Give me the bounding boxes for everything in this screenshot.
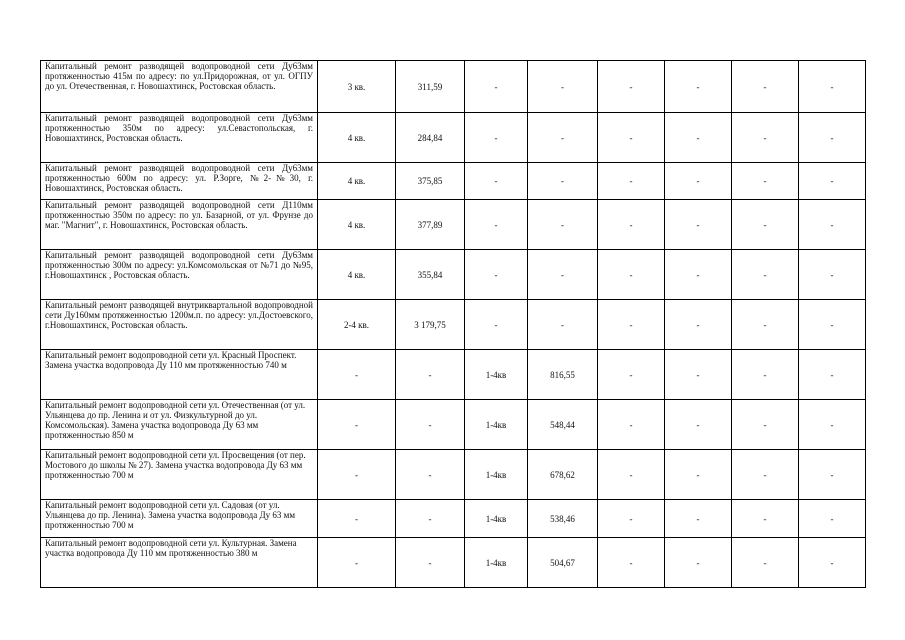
amount-2: 504,67: [528, 538, 598, 588]
amount-2: -: [528, 163, 598, 200]
col-7-value: -: [665, 163, 732, 200]
col-7-value: -: [665, 200, 732, 250]
col-9-value: -: [799, 200, 866, 250]
col-9-value: -: [799, 61, 866, 113]
work-description: Капитальный ремонт разводящей внутриквартальной водопроводной сети Ду160мм протяженностью 1200м.п. по адресу: ул.Достоевского, г.Новошахтинск, Ростовская область.: [41, 300, 318, 350]
col-9-value: -: [799, 500, 866, 538]
table-row: [41, 113, 866, 163]
amount-2: -: [528, 200, 598, 250]
col-9-value: -: [799, 300, 866, 350]
col-6-value: -: [598, 163, 665, 200]
col-8-value: -: [732, 61, 799, 113]
col-8-value: -: [732, 500, 799, 538]
col-7-value: -: [665, 350, 732, 400]
table-row: [41, 61, 866, 113]
work-description: Капитальный ремонт разводящей водопроводной сети Ду63мм протяженностью 415м по адресу: по ул.Придорожная, от ул. ОГПУ до ул. Отечественная, г. Новошахтинск, Ростовская область.: [41, 61, 318, 113]
amount-2: -: [528, 113, 598, 163]
table-row: [41, 250, 866, 300]
col-9-value: -: [799, 400, 866, 450]
period-1: -: [318, 350, 396, 400]
col-9-value: -: [799, 113, 866, 163]
period-2: -: [465, 113, 528, 163]
col-8-value: -: [732, 113, 799, 163]
period-1: 4 кв.: [318, 113, 396, 163]
amount-1: 284,84: [396, 113, 465, 163]
col-6-value: -: [598, 113, 665, 163]
col-8-value: -: [732, 250, 799, 300]
table-row: [41, 450, 866, 500]
period-1: -: [318, 500, 396, 538]
table-row: [41, 350, 866, 400]
amount-1: 377,89: [396, 200, 465, 250]
col-8-value: -: [732, 300, 799, 350]
amount-1: -: [396, 350, 465, 400]
col-6-value: -: [598, 500, 665, 538]
period-1: 3 кв.: [318, 61, 396, 113]
table-row: [41, 300, 866, 350]
col-9-value: -: [799, 350, 866, 400]
work-description: Капитальный ремонт водопроводной сети ул. Красный Проспект. Замена участка водопровода Ду 110 мм протяженностью 740 м: [41, 350, 318, 400]
col-8-value: -: [732, 400, 799, 450]
period-2: -: [465, 61, 528, 113]
amount-1: 311,59: [396, 61, 465, 113]
col-7-value: -: [665, 538, 732, 588]
period-1: -: [318, 538, 396, 588]
period-2: 1-4кв: [465, 450, 528, 500]
col-6-value: -: [598, 200, 665, 250]
amount-1: -: [396, 538, 465, 588]
amount-2: 538,46: [528, 500, 598, 538]
col-7-value: -: [665, 400, 732, 450]
amount-1: -: [396, 450, 465, 500]
period-1: -: [318, 450, 396, 500]
col-6-value: -: [598, 61, 665, 113]
col-8-value: -: [732, 350, 799, 400]
col-6-value: -: [598, 350, 665, 400]
col-6-value: -: [598, 300, 665, 350]
work-description: Капитальный ремонт водопроводной сети ул. Культурная. Замена участка водопровода Ду 110 мм протяженностью 380 м: [41, 538, 318, 588]
table-row: [41, 538, 866, 588]
period-1: 2-4 кв.: [318, 300, 396, 350]
period-1: 4 кв.: [318, 200, 396, 250]
work-description: Капитальный ремонт водопроводной сети ул. Отечественная (от ул. Ульянцева до пр. Ленина и от ул. Физкультурной до ул. Комсомольская). Замена участка водопровода Ду 63 мм протяженностью 850 м: [41, 400, 318, 450]
amount-2: -: [528, 300, 598, 350]
period-2: 1-4кв: [465, 350, 528, 400]
period-2: -: [465, 200, 528, 250]
amount-2: 678,62: [528, 450, 598, 500]
period-1: 4 кв.: [318, 250, 396, 300]
col-7-value: -: [665, 250, 732, 300]
period-1: -: [318, 400, 396, 450]
amount-2: -: [528, 61, 598, 113]
col-6-value: -: [598, 450, 665, 500]
period-2: 1-4кв: [465, 538, 528, 588]
col-6-value: -: [598, 400, 665, 450]
amount-1: 375,85: [396, 163, 465, 200]
col-8-value: -: [732, 200, 799, 250]
col-9-value: -: [799, 450, 866, 500]
work-description: Капитальный ремонт разводящей водопроводной сети Д110мм протяженностью 350м по адресу: по ул. Базарной, от ул. Фрунзе до маг. "Магнит", г. Новошахтинск, Ростовская область.: [41, 200, 318, 250]
col-8-value: -: [732, 538, 799, 588]
col-6-value: -: [598, 538, 665, 588]
table-row: [41, 400, 866, 450]
work-description: Капитальный ремонт разводящей водопроводной сети Ду63мм протяженностью 300м по адресу: ул.Комсомольская от №71 до №95, г.Новошахтинск , Ростовская область.: [41, 250, 318, 300]
col-7-value: -: [665, 450, 732, 500]
col-7-value: -: [665, 61, 732, 113]
table-row: [41, 200, 866, 250]
amount-1: 3 179,75: [396, 300, 465, 350]
table-row: [41, 500, 866, 538]
work-description: Капитальный ремонт разводящей водопроводной сети Ду63мм протяженностью 600м по адресу: ул. Р.Зорге, №2-№30, г. Новошахтинск, Ростовская область.: [41, 163, 318, 200]
period-2: -: [465, 300, 528, 350]
amount-2: -: [528, 250, 598, 300]
col-7-value: -: [665, 113, 732, 163]
work-description: Капитальный ремонт водопроводной сети ул. Просвещения (от пер. Мостового до школы № 27). Замена участка водопровода Ду 63 мм протяженностью 700 м: [41, 450, 318, 500]
amount-1: -: [396, 500, 465, 538]
col-7-value: -: [665, 300, 732, 350]
amount-1: -: [396, 400, 465, 450]
col-9-value: -: [799, 163, 866, 200]
table-row: [41, 163, 866, 200]
repair-works-table: [40, 60, 866, 588]
amount-1: 355,84: [396, 250, 465, 300]
period-2: -: [465, 163, 528, 200]
col-9-value: -: [799, 538, 866, 588]
col-8-value: -: [732, 450, 799, 500]
col-7-value: -: [665, 500, 732, 538]
amount-2: 816,55: [528, 350, 598, 400]
period-2: 1-4кв: [465, 400, 528, 450]
col-6-value: -: [598, 250, 665, 300]
work-description: Капитальный ремонт разводящей водопроводной сети Ду63мм протяженностью 350м по адресу: ул.Севастопольская, г. Новошахтинск, Ростовская область.: [41, 113, 318, 163]
amount-2: 548,44: [528, 400, 598, 450]
period-2: -: [465, 250, 528, 300]
col-9-value: -: [799, 250, 866, 300]
col-8-value: -: [732, 163, 799, 200]
period-1: 4 кв.: [318, 163, 396, 200]
table-body: [41, 61, 866, 588]
period-2: 1-4кв: [465, 500, 528, 538]
work-description: Капитальный ремонт водопроводной сети ул. Садовая (от ул. Ульянцева до пр. Ленина). Замена участка водопровода Ду 63 мм протяженностью 700 м: [41, 500, 318, 538]
